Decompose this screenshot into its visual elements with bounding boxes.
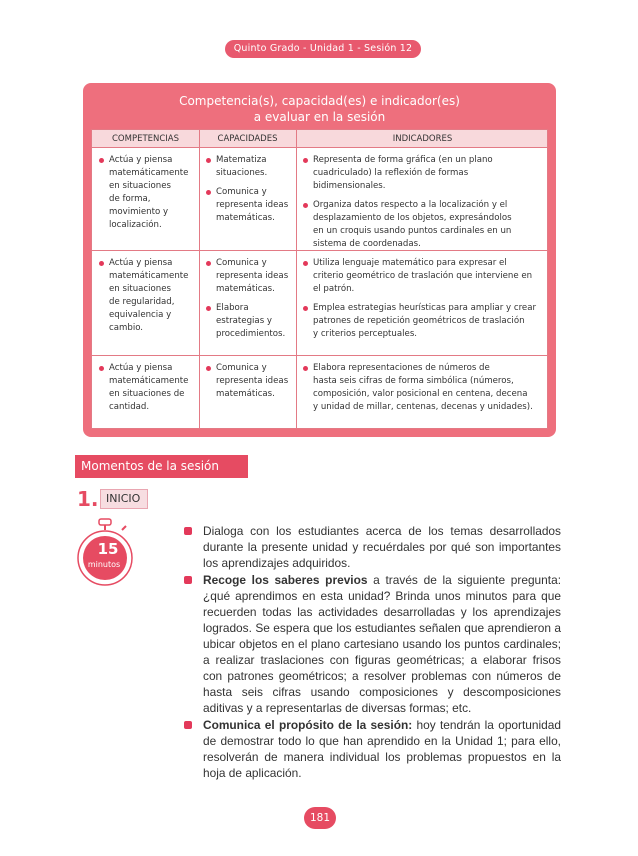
text-line: de regularidad,	[109, 297, 175, 307]
text-line: matemáticas.	[216, 389, 275, 399]
table-row-3-capacidades	[205, 362, 295, 401]
indicador-item	[302, 154, 547, 193]
text-line: Organiza datos respecto a la localización y el	[313, 200, 508, 210]
column-divider	[296, 130, 297, 428]
text-line: representa ideas	[216, 200, 289, 210]
paragraph-text: a través de la siguiente pregunta: ¿qué aprendimos en esta unidad? Brinda unos minutos para que recuerden todas las actividades desarrolladas y los aprendizajes logrados. Se espera que los estudiantes señalen que aprendieron a ubicar objetos en el plano cartesiano usando los puntos cardinales; a realizar traslaciones con figuras geométricas; a elaborar frisos con patrones geométricos; a resolver problemas con números de hasta seis cifras usando composiciones y descomposiciones aditivas y a representarlas de diversas formas; etc.	[203, 573, 561, 715]
table-row-1-capacidades	[205, 154, 295, 225]
competencias-table	[91, 129, 548, 429]
text-line: patrones de repetición geométricos de traslación	[313, 316, 525, 326]
indicador-item	[302, 199, 547, 251]
capacidad-item	[205, 154, 295, 180]
text-line: Actúa y piensa	[109, 363, 173, 373]
bullet-icon	[184, 527, 192, 535]
indicador-item	[302, 302, 547, 341]
title-line-2: a evaluar en la sesión	[253, 110, 386, 124]
competencias-box	[83, 83, 556, 437]
text-line: Elabora	[216, 303, 249, 313]
text-line: cuadriculado) la reflexión de formas	[313, 168, 469, 178]
column-divider	[199, 130, 200, 428]
competencia-item	[98, 154, 196, 232]
text-line: situaciones.	[216, 168, 268, 178]
indicador-item	[302, 257, 547, 296]
col-header-competencias: COMPETENCIAS	[111, 134, 180, 144]
competencia-item	[98, 362, 196, 414]
table-row-1-indicadores	[302, 154, 547, 251]
text-line: en un croquis usando puntos cardinales en un	[313, 226, 512, 236]
text-line: Actúa y piensa	[109, 258, 173, 268]
timer-number: 15	[97, 540, 119, 558]
text-line: Emplea estrategias heurísticas para ampliar y crear	[313, 303, 536, 313]
table-row-3-competencia	[98, 362, 196, 414]
paragraph-bold: Recoge los saberes previos	[203, 573, 368, 587]
text-line: matemáticamente	[109, 376, 189, 386]
text-line: Actúa y piensa	[109, 155, 173, 165]
text-line: matemáticas.	[216, 213, 275, 223]
capacidad-item	[205, 302, 295, 341]
table-row-2-indicadores	[302, 257, 547, 341]
text-line: criterio geométrico de traslación que interviene en	[313, 271, 533, 281]
competencias-box-title	[83, 93, 556, 125]
capacidad-item	[205, 362, 295, 401]
col-header-indicadores: INDICADORES	[392, 134, 453, 144]
section-title: INICIO	[100, 489, 148, 509]
text-line: sistema de coordenadas.	[313, 239, 421, 249]
text-line: y unidad de millar, centenas, decenas y unidades).	[313, 402, 533, 412]
text-line: Comunica y	[216, 187, 267, 197]
text-line: matemáticamente	[109, 168, 189, 178]
table-row-1-competencia	[98, 154, 196, 232]
text-line: en situaciones	[109, 284, 171, 294]
text-line: de forma,	[109, 194, 151, 204]
text-line: el patrón.	[313, 284, 355, 294]
text-line: Utiliza lenguaje matemático para expresar el	[313, 258, 507, 268]
text-line: cambio.	[109, 323, 144, 333]
text-line: composición, valor posicional en centena, decena	[313, 389, 528, 399]
list-item	[183, 717, 561, 781]
text-line: movimiento y	[109, 207, 169, 217]
list-item	[183, 523, 561, 571]
header-pill: Quinto Grado - Unidad 1 - Sesión 12	[225, 40, 421, 58]
page-number: 181	[304, 807, 336, 829]
text-line: representa ideas	[216, 376, 289, 386]
paragraph-bold: Comunica el propósito de la sesión:	[203, 718, 413, 732]
text-line: equivalencia y	[109, 310, 172, 320]
row-divider	[92, 355, 547, 356]
text-line: bidimensionales.	[313, 181, 386, 191]
text-line: desplazamiento de los objetos, expresándolos	[313, 213, 512, 223]
text-line: Representa de forma gráfica (en un plano	[313, 155, 493, 165]
capacidad-item	[205, 186, 295, 225]
col-header-capacidades: CAPACIDADES	[217, 134, 278, 144]
paragraph-text: Dialoga con los estudiantes acerca de los temas desarrollados durante la presente unidad y recuérdales por qué son importantes los aprendizajes adquiridos.	[203, 524, 561, 570]
competencia-item	[98, 257, 196, 335]
timer-unit: minutos	[87, 560, 121, 569]
text-line: Comunica y	[216, 258, 267, 268]
text-line: procedimientos.	[216, 329, 286, 339]
text-line: en situaciones de	[109, 389, 185, 399]
list-item	[183, 572, 561, 716]
table-row-3-indicadores	[302, 362, 547, 414]
text-line: estrategias y	[216, 316, 272, 326]
text-line: representa ideas	[216, 271, 289, 281]
momentos-title: Momentos de la sesión	[75, 455, 248, 478]
table-row-2-capacidades	[205, 257, 295, 341]
text-line: hasta seis cifras de forma simbólica (números,	[313, 376, 514, 386]
text-line: cantidad.	[109, 402, 150, 412]
text-line: localización.	[109, 220, 162, 230]
indicador-item	[302, 362, 547, 414]
table-row-2-competencia	[98, 257, 196, 335]
inicio-bullets	[183, 523, 561, 781]
text-line: Elabora representaciones de números de	[313, 363, 490, 373]
text-line: matemáticas.	[216, 284, 275, 294]
text-line: y criterios perceptuales.	[313, 329, 418, 339]
bullet-icon	[184, 576, 192, 584]
text-line: Matematiza	[216, 155, 267, 165]
paragraph-text: hoy tendrán la oportunidad de demostrar todo lo que han aprendido en la Unidad 1; para ello, resolverán de manera individual los problemas propuestos en la hoja de aplicación.	[203, 718, 562, 780]
table-header	[92, 130, 547, 148]
text-line: Comunica y	[216, 363, 267, 373]
title-line-1: Competencia(s), capacidad(es) e indicador(es)	[179, 94, 460, 108]
text-line: en situaciones	[109, 181, 171, 191]
text-line: matemáticamente	[109, 271, 189, 281]
bullet-icon	[184, 721, 192, 729]
capacidad-item	[205, 257, 295, 296]
section-number: 1.	[77, 487, 99, 511]
